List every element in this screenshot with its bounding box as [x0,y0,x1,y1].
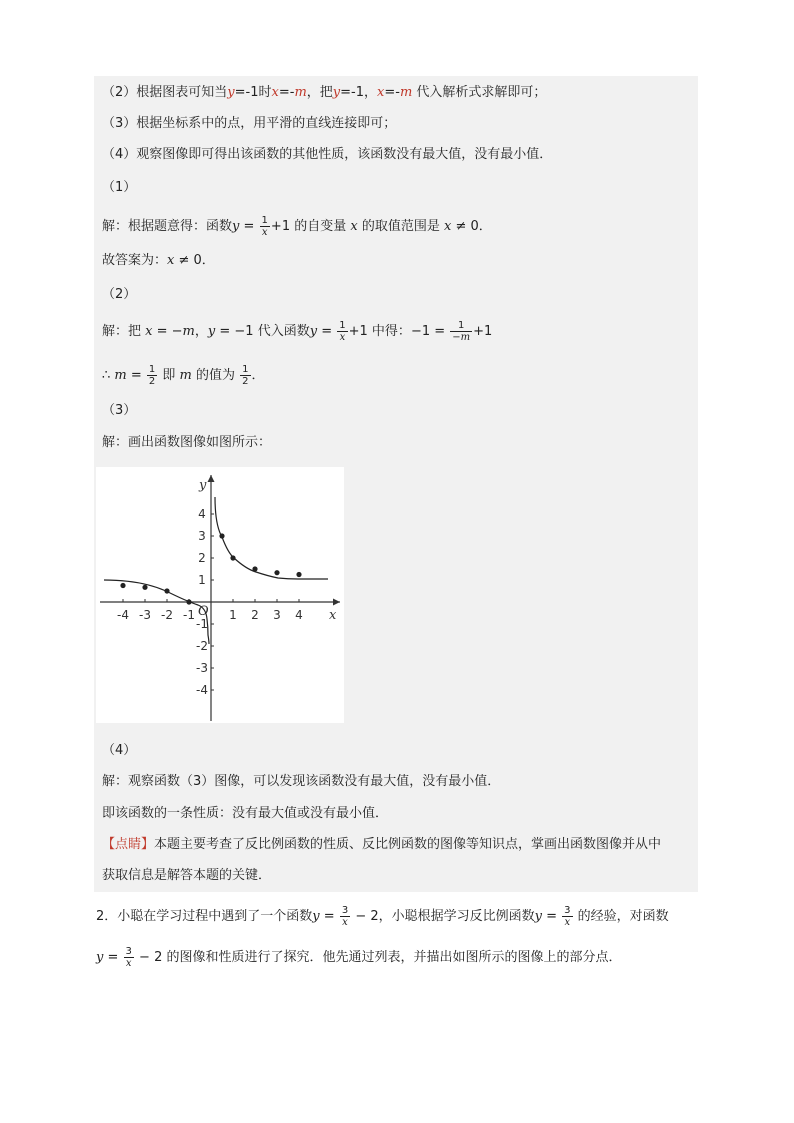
answer-line-14: 即该函数的一条性质：没有最大值或没有最小值． [102,806,389,821]
y-tick-label: -1 [196,617,208,631]
answer-line-8: 解：把 x = −m，y = −1 代入函数y = $\frac{1}{x}$ +1 中得：−1 = $\frac{1}{-m}$ +1 [102,320,493,343]
x-tick-label: -2 [161,608,173,622]
plotted-point [296,572,301,577]
answer-part-2-label: （2） [102,287,137,302]
y-tick-label: -4 [196,683,208,697]
x-tick-label: 2 [251,608,259,622]
plotted-point [164,588,169,593]
answer-line-16: 获取信息是解答本题的关键． [102,868,272,883]
function-graph-svg [96,467,344,723]
plotted-point [252,566,257,571]
answer-line-1: （2）根据图表可知当y=-1时x=-m，把y=-1，x=-m 代入解析式求解即可； [102,85,547,100]
answer-part-1-label: （1） [102,180,137,195]
y-tick-label: 4 [198,507,206,521]
y-tick-label: 2 [198,551,206,565]
y-tick-label: 3 [198,529,206,543]
function-graph [96,467,344,723]
x-tick-label: -1 [183,608,195,622]
x-tick-label: 1 [229,608,237,622]
answer-line-3: （4）观察图像即可得出该函数的其他性质，该函数没有最大值，没有最小值． [102,147,553,162]
dianjing-tag: 【点睛】 [102,837,155,852]
y-axis-label: y [199,478,207,493]
x-tick-label: -3 [139,608,151,622]
y-tick-label: -2 [196,639,208,653]
plotted-point [120,583,125,588]
answer-part-3-label: （3） [102,403,137,418]
answer-line-15: 【点睛】本题主要考查了反比例函数的性质、反比例函数的图像等知识点，掌画出函数图像并从中 [102,837,662,852]
plotted-point [142,585,147,590]
plotted-point [230,555,235,560]
origin-label: O [198,604,209,619]
answer-line-6: 故答案为：x ≠ 0． [102,253,215,268]
x-tick-label: 3 [273,608,281,622]
question-2-line-2: y = $\frac{3}{x}$ − 2 的图像和性质进行了探究．他先通过列表，并描出如图所示的图像上的部分点． [96,946,622,969]
plotted-point [219,533,224,538]
curve-right-branch [215,497,328,579]
y-tick-label: 1 [198,573,206,587]
plotted-point [186,599,191,604]
answer-line-13: 解：观察函数（3）图像，可以发现该函数没有最大值，没有最小值． [102,774,501,789]
x-tick-label: -4 [117,608,129,622]
y-tick-label: -3 [196,661,208,675]
x-axis-label: x [329,608,337,623]
plotted-point [274,570,279,575]
answer-line-11: 解：画出函数图像如图所示： [102,435,272,450]
x-tick-label: 4 [295,608,303,622]
answer-line-9: ∴ m = $\frac{1}{2}$ 即 m 的值为 $\frac{1}{2}$ ． [102,364,265,387]
answer-line-2: （3）根据坐标系中的点，用平滑的直线连接即可； [102,116,397,131]
answer-part-4-label: （4） [102,743,137,758]
answer-line-5: 解：根据题意得：函数y = $\frac{1}{x}$ +1 的自变量 x 的取值范围是 x ≠ 0． [102,215,492,238]
question-2-line-1: 2．小聪在学习过程中遇到了一个函数y = $\frac{3}{x}$ − 2，小聪根据学习反比例函数y = $\frac{3}{x}$ 的经验，对函数 [96,905,669,928]
